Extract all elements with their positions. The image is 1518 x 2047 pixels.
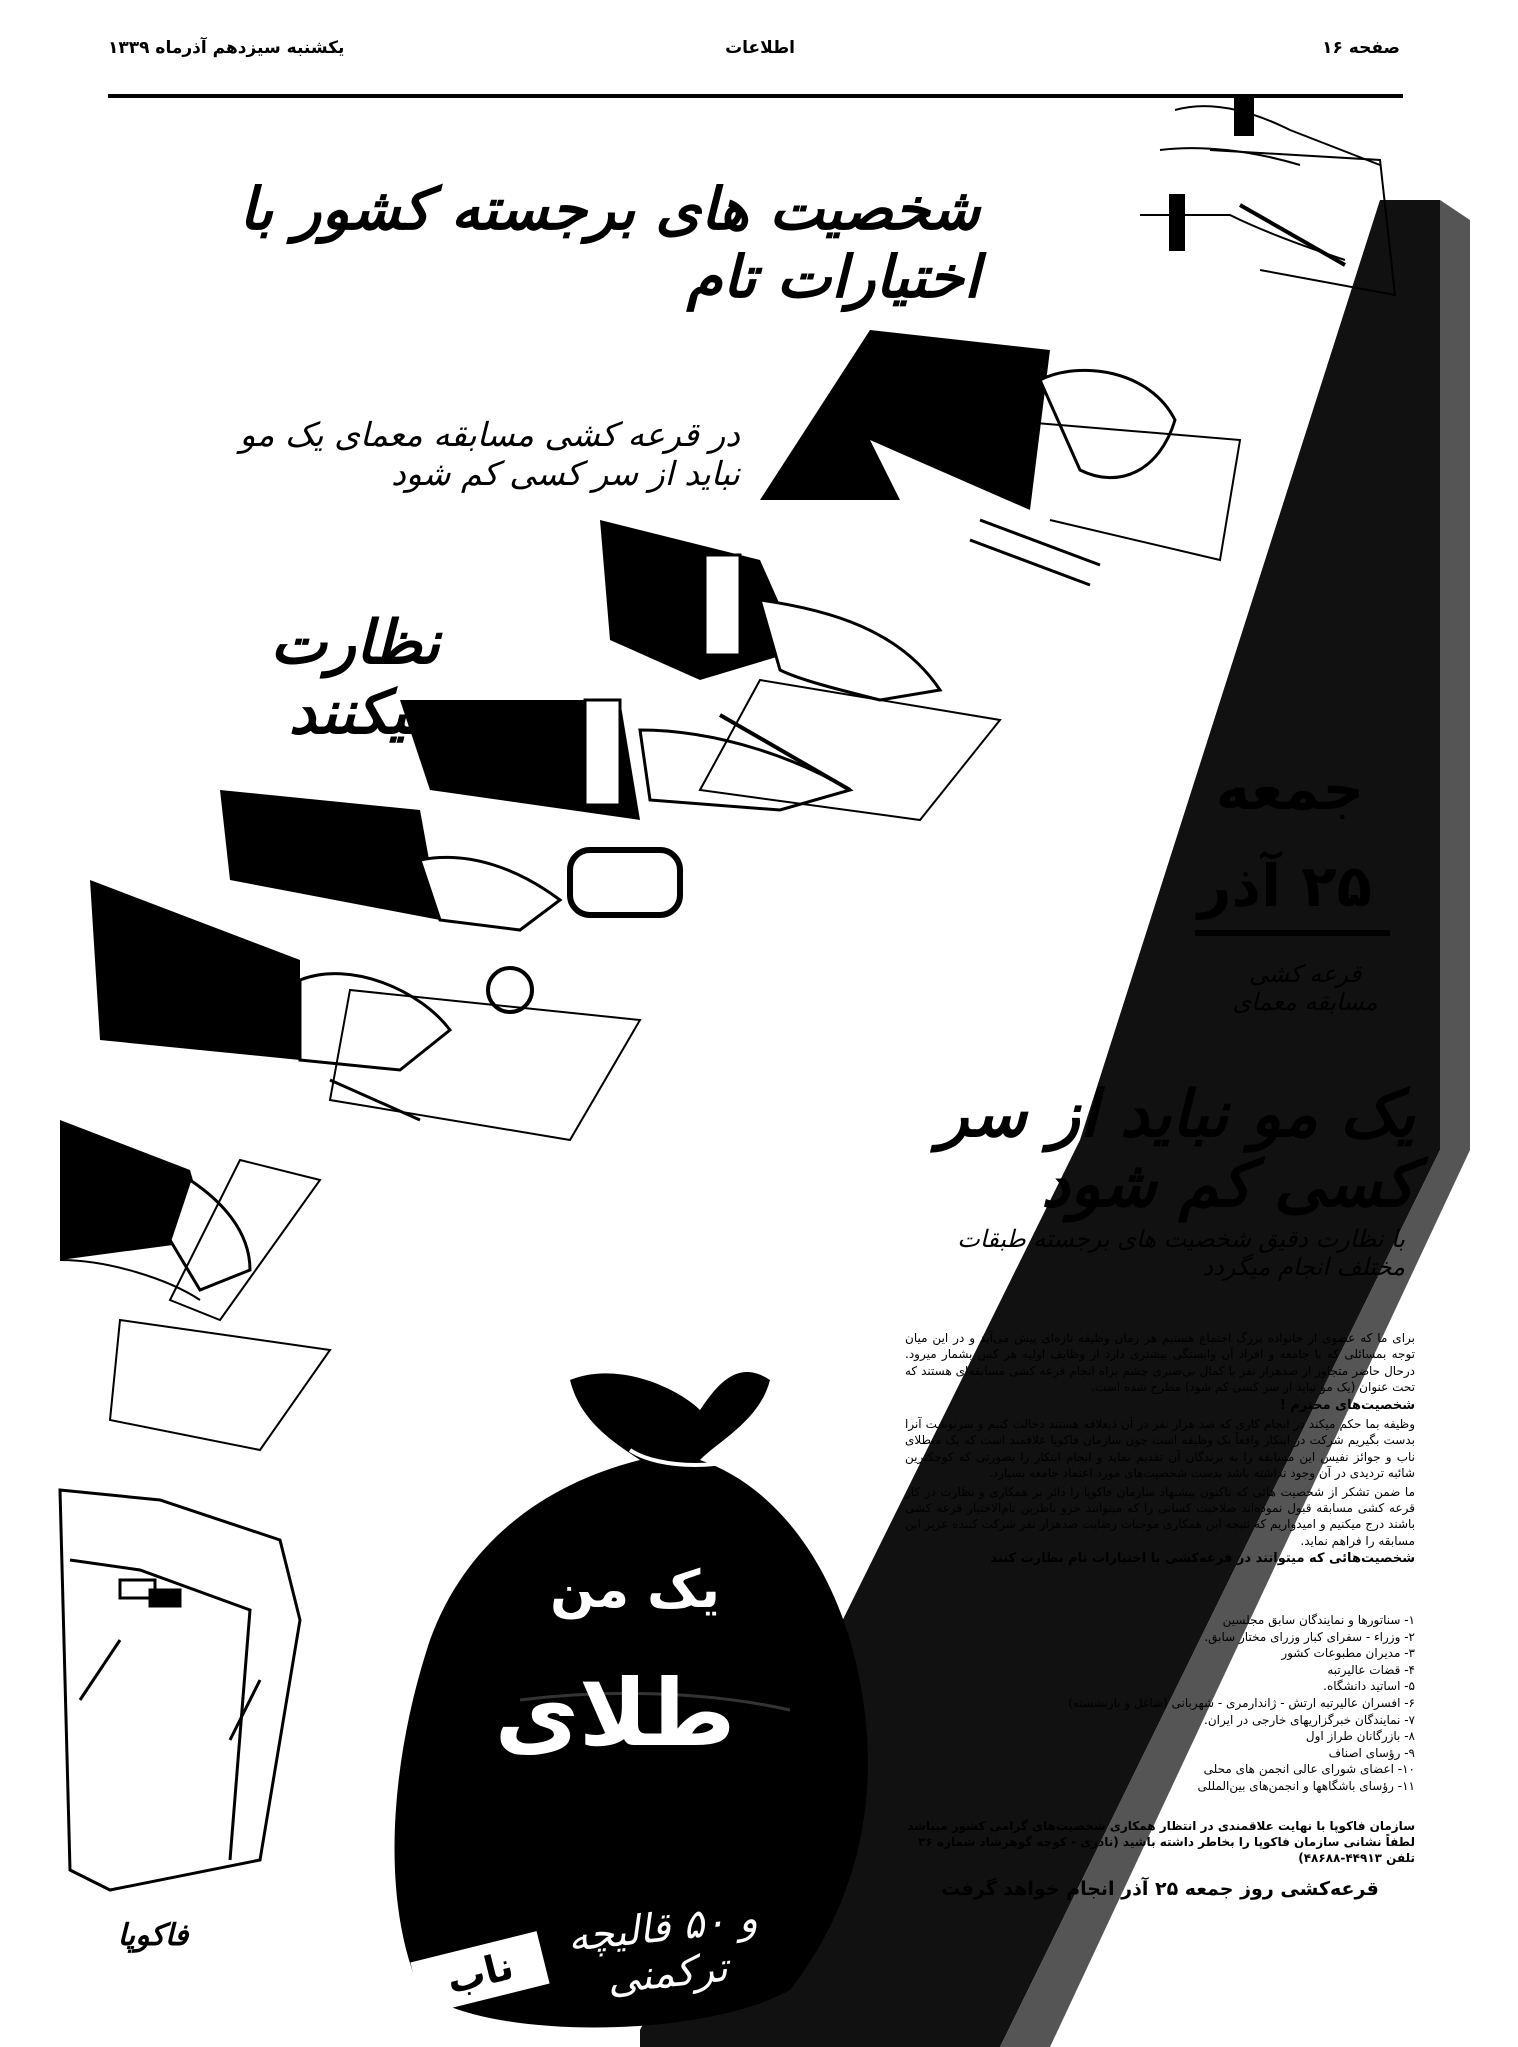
briefcase-illustration — [60, 1490, 300, 1890]
eligible-list — [905, 1612, 1415, 1795]
bag-text-amount: یک من — [550, 1560, 720, 1620]
newspaper-name: اطلاعات — [725, 38, 795, 58]
list-item: ۵- اساتید دانشگاه. — [1323, 1679, 1415, 1694]
contest-title: یک مو نباید از سر کسی کم شود — [937, 1077, 1415, 1223]
list-item: ۳- مدیران مطبوعات کشور — [1281, 1646, 1415, 1661]
page-number: صفحه ۱۶ — [1322, 38, 1400, 58]
hand-6-illustration — [90, 880, 640, 1140]
list-item: ۸- بازرگانان طراز اول — [1305, 1729, 1415, 1744]
body-paragraph-3: ما ضمن تشکر از شخصیت هائی که تاکنون پیشنهاد سازمان فاکوپا را دائر بر همکاری و نظارت در کار قرعه کشی مسابقه قبول نموده‌اند صلاحیت کسانی را که میتوانند جزو ناظرین تام‌الاختیار قرعه کشی باشند درج میکنیم و امیدواریم که نتیجه این همکاری موجبات رضایت صدهزار نفر شرکت کننده عزیز این مسابقه را فراهم نماید. — [905, 1484, 1415, 1548]
list-item: ۹- رؤسای اصناف — [1328, 1745, 1415, 1760]
headline-sub: در قرعه کشی مسابقه معمای یک مو نباید از سر کسی کم شود — [239, 415, 740, 493]
brand-signature: فاکوپا — [117, 1918, 189, 1953]
bag-text-gold: طلای — [494, 1660, 736, 1767]
list-item: ۶- افسران عالیرتبه ارتش - ژاندارمری - شهربانی (شاغل و بازنشسته) — [1068, 1695, 1415, 1710]
date-underline — [1195, 930, 1390, 936]
list-heading: شخصیت‌هائی که میتوانند در قرعه‌کشی با اختیارات تام نظارت کنند — [990, 1551, 1415, 1567]
body-text — [905, 1330, 1415, 1570]
date-subtitle: قرعه کشی مسابقه معمای — [1232, 960, 1378, 1016]
issue-date: یکشنبه سیزدهم آذرماه ۱۳۳۹ — [108, 38, 345, 58]
body-heading: شخصیت‌های محترم ! — [1279, 1397, 1415, 1413]
hand-1-illustration — [1140, 95, 1395, 295]
list-item: ۱۱- رؤسای باشگاهها و انجمن‌های بین‌المللی — [1197, 1778, 1415, 1793]
list-item: ۷- نمایندگان خبرگزاریهای خارجی در ایران. — [1204, 1712, 1415, 1727]
list-item: ۱۰- اعضای شورای عالی انجمن های محلی — [1203, 1762, 1415, 1777]
date-number: ۲۵ آذر — [1197, 852, 1373, 920]
list-item: ۲- وزراء - سفرای کبار وزرای مختار سابق. — [1204, 1629, 1415, 1644]
headline-supervise: نظارت میکنند — [270, 608, 440, 748]
closing-note: سازمان فاکوپا با نهایت علاقمندی در انتظار همکاری شخصیت‌های گرامی کشور میباشد لطفاً نشانی سازمان فاکوپا را بخاطر داشته باشید (نادری - کوچه گوهرشاد شماره ۳۶ تلفن ۴۴۹۱۳-۴۸۶۸۸) — [907, 1819, 1415, 1865]
body-paragraph-2: وظیفه بما حکم میکند در انجام کاری که صد هزار نفر در آن ذیعلاقه هستند دخالت کنیم و سرنوشت آنرا بدست بگیریم شرکت در اینکار واقعاً یک وظیفه است چون سازمان فاکوپا علاقمند است که یک منطلای ناب و جوائز نفیس این مسابقه را به برندگان آن تقدیم نماید و انجام اینکار را بصورتی که کوچکترین شائبه تردیدی در آن وجود نداشته باشد بدست شخصیت‌های مورد اعتماد جامعه بسپارد. — [905, 1417, 1415, 1481]
contest-subtitle: با نظارت دقیق شخصیت های برجسته طبقات مختلف انجام میگردد — [957, 1225, 1405, 1281]
body-paragraph-1: برای ما که عضوی از خانواده بزرگ اجتماع هستیم هر زمان وظیفه تازه‌ای پیش می‌آید و در این میان توجه بمسائلی که با جامعه و افراد آن وابستگی بیشتری دارد از وظایف اولیه هر کس بشمار میرود. درحال حاضر متجاوز از صدهزار نفر با کمال بی‌صبری چشم براه انجام قرعه کشی مسابقه‌ای هستند که تحت عنوان (یک مو نباید از سر کسی کم شود) مطرح شده است. — [905, 1331, 1415, 1395]
bag-tag-label: ناب — [442, 1943, 518, 2003]
list-item: ۴- قضات عالیرتبه — [1327, 1662, 1415, 1677]
headline-main: شخصیت های برجسته کشور با اختیارات تام — [239, 175, 980, 311]
draw-date-line: قرعه‌کشی روز جمعه ۲۵ آذر انجام خواهد گرفت — [941, 1878, 1379, 1900]
hand-2-illustration — [760, 330, 1240, 585]
hand-7-illustration — [60, 1120, 330, 1450]
bag-text-rugs: و ۵۰ قالیچه ترکمنی — [565, 1895, 760, 2004]
header-divider — [108, 94, 1403, 98]
date-day: جمعه — [1215, 755, 1365, 823]
hand-4-illustration — [400, 680, 1000, 820]
list-item: ۱- سناتورها و نمایندگان سابق مجلسین — [1222, 1613, 1415, 1627]
hand-3-illustration — [600, 520, 940, 700]
